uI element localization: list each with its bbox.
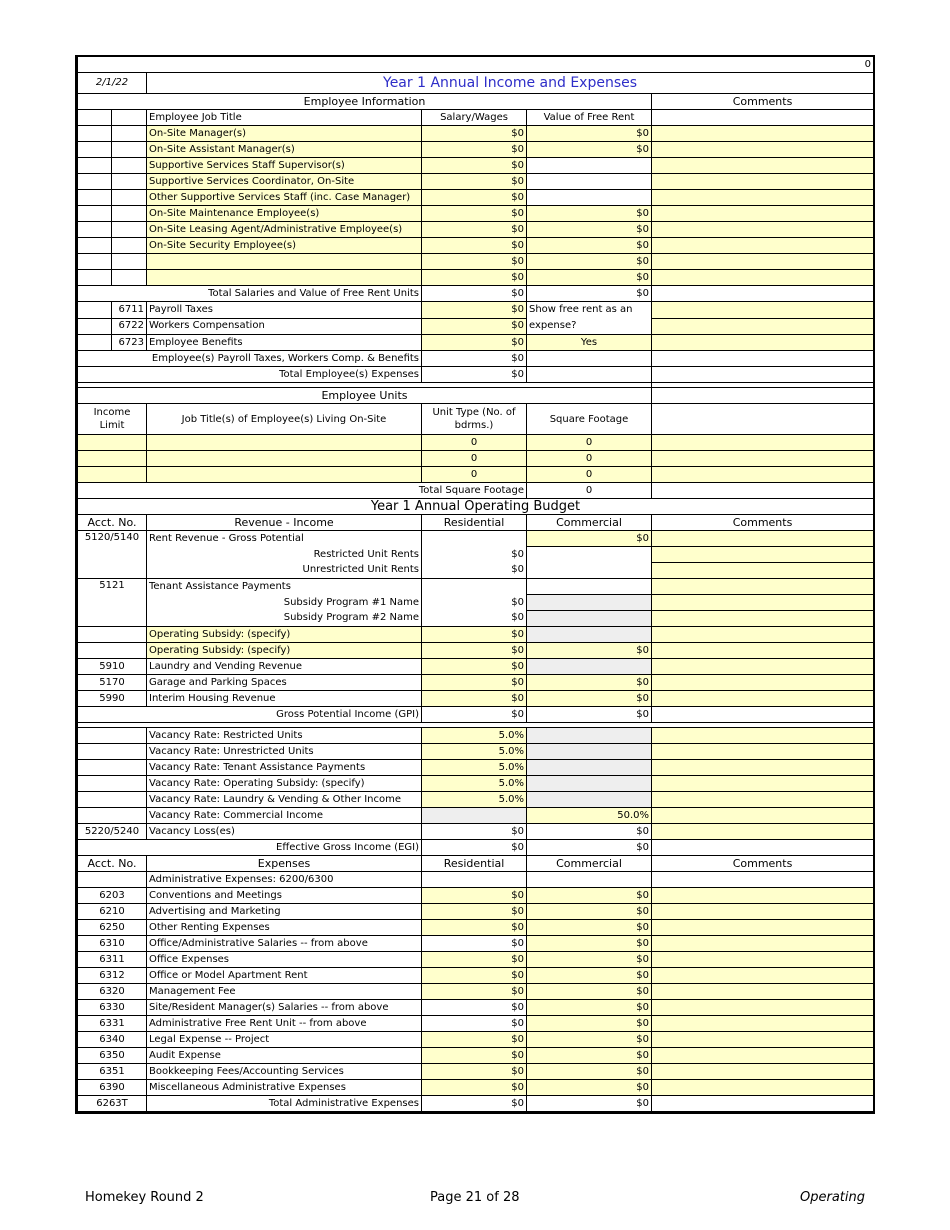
expense-label: Audit Expense	[147, 1048, 422, 1064]
admin-total-label: Total Administrative Expenses	[147, 1096, 422, 1112]
expense-commercial[interactable]: $0	[527, 984, 652, 1000]
job-title-cell[interactable]: On-Site Security Employee(s)	[147, 238, 422, 254]
job-title-cell[interactable]: On-Site Manager(s)	[147, 126, 422, 142]
comment-cell[interactable]	[652, 659, 874, 675]
budget-title: Year 1 Annual Operating Budget	[78, 499, 874, 515]
unrestricted-rents-value: $0	[422, 563, 527, 579]
rent-revenue-commercial[interactable]: $0	[527, 531, 652, 547]
employee-unit-row	[78, 435, 874, 451]
expense-row	[78, 952, 874, 968]
acct-no: 6311	[78, 952, 147, 968]
vacancy-value[interactable]: 5.0%	[422, 728, 527, 744]
job-title-cell[interactable]	[147, 270, 422, 286]
expense-residential[interactable]: $0	[422, 968, 527, 984]
unit-type-cell[interactable]: 0	[422, 435, 527, 451]
expense-row	[78, 968, 874, 984]
free-rent-cell[interactable]: $0	[527, 142, 652, 158]
col-job-title: Employee Job Title	[147, 110, 422, 126]
expense-commercial[interactable]: $0	[527, 888, 652, 904]
total-sqft-value: 0	[527, 483, 652, 499]
expense-commercial[interactable]: $0	[527, 1000, 652, 1016]
comment-cell[interactable]	[652, 451, 874, 467]
footer-page-number: Page 21 of 28	[430, 1190, 520, 1205]
vacancy-commercial-value[interactable]: 50.0%	[527, 808, 652, 824]
expense-row	[78, 1016, 874, 1032]
comment-cell[interactable]	[652, 126, 874, 142]
date-cell: 2/1/22	[78, 73, 147, 94]
subsidy-1-value: $0	[422, 595, 527, 611]
show-free-rent-select[interactable]: Yes	[527, 335, 652, 351]
expense-label: Office Expenses	[147, 952, 422, 968]
footer-right: Operating	[800, 1190, 865, 1205]
vacancy-value[interactable]: 5.0%	[422, 776, 527, 792]
comment-cell[interactable]	[652, 1016, 874, 1032]
expense-row	[78, 888, 874, 904]
subsidy-1-label: Subsidy Program #1 Name	[147, 595, 422, 611]
tenant-assistance-label: Tenant Assistance Payments	[147, 579, 422, 595]
comment-cell[interactable]	[652, 563, 874, 579]
acct-no: 5170	[78, 675, 147, 691]
income-limit-cell[interactable]	[78, 435, 147, 451]
job-title-cell[interactable]: Supportive Services Staff Supervisor(s)	[147, 158, 422, 174]
col-commercial: Commercial	[527, 515, 652, 531]
interim-commercial[interactable]: $0	[527, 691, 652, 707]
comment-cell[interactable]	[652, 1064, 874, 1080]
interim-label: Interim Housing Revenue	[147, 691, 422, 707]
payroll-value[interactable]: $0	[422, 335, 527, 351]
employee-row	[78, 254, 874, 270]
vacancy-commercial-label: Vacancy Rate: Commercial Income	[147, 808, 422, 824]
expense-row	[78, 1064, 874, 1080]
egi-value: $0	[422, 840, 527, 856]
comment-cell[interactable]	[652, 675, 874, 691]
free-rent-cell[interactable]: $0	[527, 254, 652, 270]
col-residential: Residential	[422, 515, 527, 531]
gpi-commercial: $0	[527, 707, 652, 723]
comment-cell[interactable]	[652, 1080, 874, 1096]
comment-cell[interactable]	[652, 1048, 874, 1064]
vacancy-label: Vacancy Rate: Tenant Assistance Payments	[147, 760, 422, 776]
onsite-job-title-cell[interactable]	[147, 467, 422, 483]
employee-row	[78, 158, 874, 174]
payroll-value[interactable]: $0	[422, 302, 527, 319]
admin-total-commercial: $0	[527, 1096, 652, 1112]
admin-total-residential: $0	[422, 1096, 527, 1112]
expense-label: Administrative Free Rent Unit -- from above	[147, 1016, 422, 1032]
comment-cell[interactable]	[652, 318, 874, 335]
free-rent-cell	[527, 158, 652, 174]
comment-cell[interactable]	[652, 728, 874, 744]
payroll-row	[78, 302, 874, 319]
comment-cell[interactable]	[652, 627, 874, 643]
employee-row	[78, 238, 874, 254]
col-salary: Salary/Wages	[422, 110, 527, 126]
employee-row	[78, 222, 874, 238]
col-income-limit: Income Limit	[78, 404, 147, 435]
comment-cell[interactable]	[652, 824, 874, 840]
free-rent-cell[interactable]: $0	[527, 126, 652, 142]
vacancy-row	[78, 792, 874, 808]
expense-label: Miscellaneous Administrative Expenses	[147, 1080, 422, 1096]
salary-cell[interactable]: $0	[422, 158, 527, 174]
acct-no: 6340	[78, 1032, 147, 1048]
comment-cell[interactable]	[652, 579, 874, 595]
expense-row	[78, 920, 874, 936]
vacancy-loss-label: Vacancy Loss(es)	[147, 824, 422, 840]
employee-row	[78, 174, 874, 190]
comments-heading: Comments	[652, 94, 874, 110]
acct-no: 6723	[112, 335, 147, 351]
comment-cell[interactable]	[652, 206, 874, 222]
expense-label: Advertising and Marketing	[147, 904, 422, 920]
operating-subsidy-value[interactable]: $0	[422, 643, 527, 659]
acct-no: 5121	[78, 579, 147, 627]
vacancy-row	[78, 808, 874, 824]
payroll-label: Workers Compensation	[147, 318, 422, 335]
vacancy-row	[78, 744, 874, 760]
vacancy-loss-value: $0	[422, 824, 527, 840]
comment-cell[interactable]	[652, 888, 874, 904]
expense-row	[78, 936, 874, 952]
expense-row	[78, 984, 874, 1000]
employee-row	[78, 126, 874, 142]
acct-no: 5990	[78, 691, 147, 707]
footer-left: Homekey Round 2	[85, 1190, 204, 1205]
total-sqft-label: Total Square Footage	[78, 483, 527, 499]
comment-cell[interactable]	[652, 952, 874, 968]
free-rent-cell	[527, 190, 652, 206]
free-rent-cell[interactable]: $0	[527, 222, 652, 238]
comment-cell[interactable]	[652, 920, 874, 936]
col-acct-no: Acct. No.	[78, 856, 147, 872]
expense-label: Office or Model Apartment Rent	[147, 968, 422, 984]
expense-row	[78, 1032, 874, 1048]
job-title-cell[interactable]: Other Supportive Services Staff (inc. Case Manager)	[147, 190, 422, 206]
expense-residential[interactable]: $0	[422, 888, 527, 904]
vacancy-row	[78, 776, 874, 792]
egi-commercial: $0	[527, 840, 652, 856]
subsidy-2-label: Subsidy Program #2 Name	[147, 611, 422, 627]
free-rent-cell[interactable]: $0	[527, 206, 652, 222]
comment-cell[interactable]	[652, 643, 874, 659]
expense-commercial[interactable]: $0	[527, 920, 652, 936]
salary-cell[interactable]: $0	[422, 238, 527, 254]
operating-subsidy-commercial[interactable]: $0	[527, 643, 652, 659]
comment-cell[interactable]	[652, 302, 874, 319]
col-free-rent: Value of Free Rent	[527, 110, 652, 126]
expense-label: Bookkeeping Fees/Accounting Services	[147, 1064, 422, 1080]
acct-no: 6390	[78, 1080, 147, 1096]
gpi-value: $0	[422, 707, 527, 723]
income-limit-cell[interactable]	[78, 451, 147, 467]
vacancy-value[interactable]: 5.0%	[422, 744, 527, 760]
expense-commercial[interactable]: $0	[527, 1048, 652, 1064]
payroll-total-label: Employee(s) Payroll Taxes, Workers Comp. & Benefits	[78, 351, 422, 367]
total-free-rent-value: $0	[527, 286, 652, 302]
expense-residential[interactable]: $0	[422, 1032, 527, 1048]
expense-residential[interactable]: $0	[422, 1080, 527, 1096]
col-comments: Comments	[652, 856, 874, 872]
total-salaries-value: $0	[422, 286, 527, 302]
laundry-label: Laundry and Vending Revenue	[147, 659, 422, 675]
restricted-rents-label: Restricted Unit Rents	[147, 547, 422, 563]
col-comments: Comments	[652, 515, 874, 531]
vacancy-label: Vacancy Rate: Operating Subsidy: (specify)	[147, 776, 422, 792]
acct-no: 6263T	[78, 1096, 147, 1112]
acct-no: 6320	[78, 984, 147, 1000]
employee-info-heading: Employee Information	[78, 94, 652, 110]
free-rent-cell[interactable]: $0	[527, 270, 652, 286]
expense-label: Conventions and Meetings	[147, 888, 422, 904]
comment-cell[interactable]	[652, 968, 874, 984]
vacancy-row	[78, 728, 874, 744]
acct-no: 6722	[112, 318, 147, 335]
comment-cell[interactable]	[652, 435, 874, 451]
expense-residential: $0	[422, 1016, 527, 1032]
total-salaries-label: Total Salaries and Value of Free Rent Units	[78, 286, 422, 302]
expense-residential[interactable]: $0	[422, 952, 527, 968]
comment-cell[interactable]	[652, 595, 874, 611]
vacancy-row	[78, 760, 874, 776]
expense-row	[78, 1000, 874, 1016]
acct-no: 6350	[78, 1048, 147, 1064]
employee-row	[78, 206, 874, 222]
comment-cell[interactable]	[652, 792, 874, 808]
garage-value[interactable]: $0	[422, 675, 527, 691]
interim-value[interactable]: $0	[422, 691, 527, 707]
salary-cell[interactable]: $0	[422, 174, 527, 190]
comment-cell[interactable]	[652, 238, 874, 254]
expense-label: Legal Expense -- Project	[147, 1032, 422, 1048]
expense-commercial[interactable]: $0	[527, 904, 652, 920]
operating-subsidy-label[interactable]: Operating Subsidy: (specify)	[147, 643, 422, 659]
acct-no: 5910	[78, 659, 147, 675]
acct-no: 6351	[78, 1064, 147, 1080]
employee-units-heading: Employee Units	[78, 388, 652, 404]
col-job-titles-onsite: Job Title(s) of Employee(s) Living On-Site	[147, 404, 422, 435]
corner-value: 0	[78, 57, 874, 73]
comment-cell[interactable]	[652, 467, 874, 483]
salary-cell[interactable]: $0	[422, 254, 527, 270]
vacancy-value[interactable]: 5.0%	[422, 792, 527, 808]
expense-residential[interactable]: $0	[422, 1064, 527, 1080]
unrestricted-rents-label: Unrestricted Unit Rents	[147, 563, 422, 579]
col-residential: Residential	[422, 856, 527, 872]
acct-no: 6331	[78, 1016, 147, 1032]
acct-no: 6330	[78, 1000, 147, 1016]
expense-label: Office/Administrative Salaries -- from above	[147, 936, 422, 952]
comment-cell[interactable]	[652, 335, 874, 351]
comment-cell[interactable]	[652, 158, 874, 174]
expense-commercial[interactable]: $0	[527, 952, 652, 968]
sqft-cell[interactable]: 0	[527, 435, 652, 451]
expense-commercial[interactable]: $0	[527, 1080, 652, 1096]
acct-no: 6310	[78, 936, 147, 952]
acct-no: 5120/5140	[78, 531, 147, 579]
salary-cell[interactable]: $0	[422, 222, 527, 238]
income-expense-table	[77, 57, 874, 1112]
salary-cell[interactable]: $0	[422, 126, 527, 142]
garage-label: Garage and Parking Spaces	[147, 675, 422, 691]
unit-type-cell[interactable]: 0	[422, 467, 527, 483]
total-employee-expenses-value: $0	[422, 367, 527, 383]
salary-cell[interactable]: $0	[422, 190, 527, 206]
rent-revenue-label: Rent Revenue - Gross Potential	[147, 531, 422, 547]
free-rent-cell	[527, 174, 652, 190]
vacancy-label: Vacancy Rate: Restricted Units	[147, 728, 422, 744]
comment-cell[interactable]	[652, 254, 874, 270]
employee-row	[78, 270, 874, 286]
comment-cell[interactable]	[652, 1032, 874, 1048]
comment-cell[interactable]	[652, 270, 874, 286]
income-limit-cell[interactable]	[78, 467, 147, 483]
job-title-cell[interactable]: On-Site Leasing Agent/Administrative Employee(s)	[147, 222, 422, 238]
vacancy-loss-commercial: $0	[527, 824, 652, 840]
payroll-row	[78, 335, 874, 351]
comment-cell[interactable]	[652, 174, 874, 190]
expense-row	[78, 904, 874, 920]
employee-row	[78, 142, 874, 158]
comment-cell[interactable]	[652, 776, 874, 792]
egi-label: Effective Gross Income (EGI)	[78, 840, 422, 856]
employee-unit-row	[78, 451, 874, 467]
col-square-footage: Square Footage	[527, 404, 652, 435]
comment-cell[interactable]	[652, 904, 874, 920]
acct-no: 5220/5240	[78, 824, 147, 840]
laundry-value[interactable]: $0	[422, 659, 527, 675]
restricted-rents-value: $0	[422, 547, 527, 563]
comment-cell[interactable]	[652, 611, 874, 627]
salary-cell[interactable]: $0	[422, 142, 527, 158]
garage-commercial[interactable]: $0	[527, 675, 652, 691]
page-footer	[85, 1190, 865, 1210]
vacancy-label: Vacancy Rate: Unrestricted Units	[147, 744, 422, 760]
job-title-cell[interactable]: Supportive Services Coordinator, On-Site	[147, 174, 422, 190]
job-title-cell[interactable]	[147, 254, 422, 270]
acct-no: 6312	[78, 968, 147, 984]
acct-no: 6711	[112, 302, 147, 319]
expense-commercial[interactable]: $0	[527, 1016, 652, 1032]
expense-commercial[interactable]: $0	[527, 1064, 652, 1080]
expense-label: Site/Resident Manager(s) Salaries -- from above	[147, 1000, 422, 1016]
expense-row	[78, 1080, 874, 1096]
comment-cell[interactable]	[652, 190, 874, 206]
expense-residential[interactable]: $0	[422, 920, 527, 936]
col-revenue: Revenue - Income	[147, 515, 422, 531]
employee-row	[78, 190, 874, 206]
comment-cell[interactable]	[652, 760, 874, 776]
expense-residential: $0	[422, 936, 527, 952]
expense-residential[interactable]: $0	[422, 904, 527, 920]
unit-type-cell[interactable]: 0	[422, 451, 527, 467]
payroll-value[interactable]: $0	[422, 318, 527, 335]
acct-no: 6203	[78, 888, 147, 904]
comment-cell[interactable]	[652, 142, 874, 158]
comment-cell[interactable]	[652, 744, 874, 760]
worksheet	[75, 55, 875, 1114]
expense-residential[interactable]: $0	[422, 984, 527, 1000]
sqft-cell[interactable]: 0	[527, 451, 652, 467]
col-unit-type: Unit Type (No. of bdrms.)	[422, 404, 527, 435]
expense-label: Management Fee	[147, 984, 422, 1000]
comment-cell[interactable]	[652, 1000, 874, 1016]
onsite-job-title-cell[interactable]	[147, 435, 422, 451]
employee-unit-row	[78, 467, 874, 483]
gpi-label: Gross Potential Income (GPI)	[78, 707, 422, 723]
job-title-cell[interactable]: On-Site Assistant Manager(s)	[147, 142, 422, 158]
col-acct-no: Acct. No.	[78, 515, 147, 531]
total-employee-expenses-label: Total Employee(s) Expenses	[78, 367, 422, 383]
acct-no: 6250	[78, 920, 147, 936]
operating-subsidy-label[interactable]: Operating Subsidy: (specify)	[147, 627, 422, 643]
comment-cell[interactable]	[652, 984, 874, 1000]
show-free-rent-question: Show free rent as an expense?	[527, 302, 652, 335]
comment-cell[interactable]	[652, 808, 874, 824]
expense-row	[78, 1048, 874, 1064]
salary-cell[interactable]: $0	[422, 206, 527, 222]
sqft-cell[interactable]: 0	[527, 467, 652, 483]
col-expenses: Expenses	[147, 856, 422, 872]
comment-cell[interactable]	[652, 936, 874, 952]
col-commercial: Commercial	[527, 856, 652, 872]
expense-label: Other Renting Expenses	[147, 920, 422, 936]
payroll-label: Payroll Taxes	[147, 302, 422, 319]
comment-cell[interactable]	[652, 531, 874, 547]
vacancy-label: Vacancy Rate: Laundry & Vending & Other Income	[147, 792, 422, 808]
acct-no: 6210	[78, 904, 147, 920]
payroll-row	[78, 318, 874, 335]
expense-commercial[interactable]: $0	[527, 936, 652, 952]
expense-residential[interactable]: $0	[422, 1048, 527, 1064]
job-title-cell[interactable]: On-Site Maintenance Employee(s)	[147, 206, 422, 222]
admin-expenses-label: Administrative Expenses: 6200/6300	[147, 872, 422, 888]
free-rent-cell[interactable]: $0	[527, 238, 652, 254]
onsite-job-title-cell[interactable]	[147, 451, 422, 467]
payroll-label: Employee Benefits	[147, 335, 422, 351]
expense-residential: $0	[422, 1000, 527, 1016]
page-title: Year 1 Annual Income and Expenses	[147, 73, 874, 94]
comment-cell[interactable]	[652, 222, 874, 238]
comment-cell[interactable]	[652, 547, 874, 563]
subsidy-2-value: $0	[422, 611, 527, 627]
vacancy-value[interactable]: 5.0%	[422, 760, 527, 776]
expense-commercial[interactable]: $0	[527, 968, 652, 984]
operating-subsidy-value[interactable]: $0	[422, 627, 527, 643]
salary-cell[interactable]: $0	[422, 270, 527, 286]
expense-commercial[interactable]: $0	[527, 1032, 652, 1048]
payroll-total-value: $0	[422, 351, 527, 367]
comment-cell[interactable]	[652, 691, 874, 707]
